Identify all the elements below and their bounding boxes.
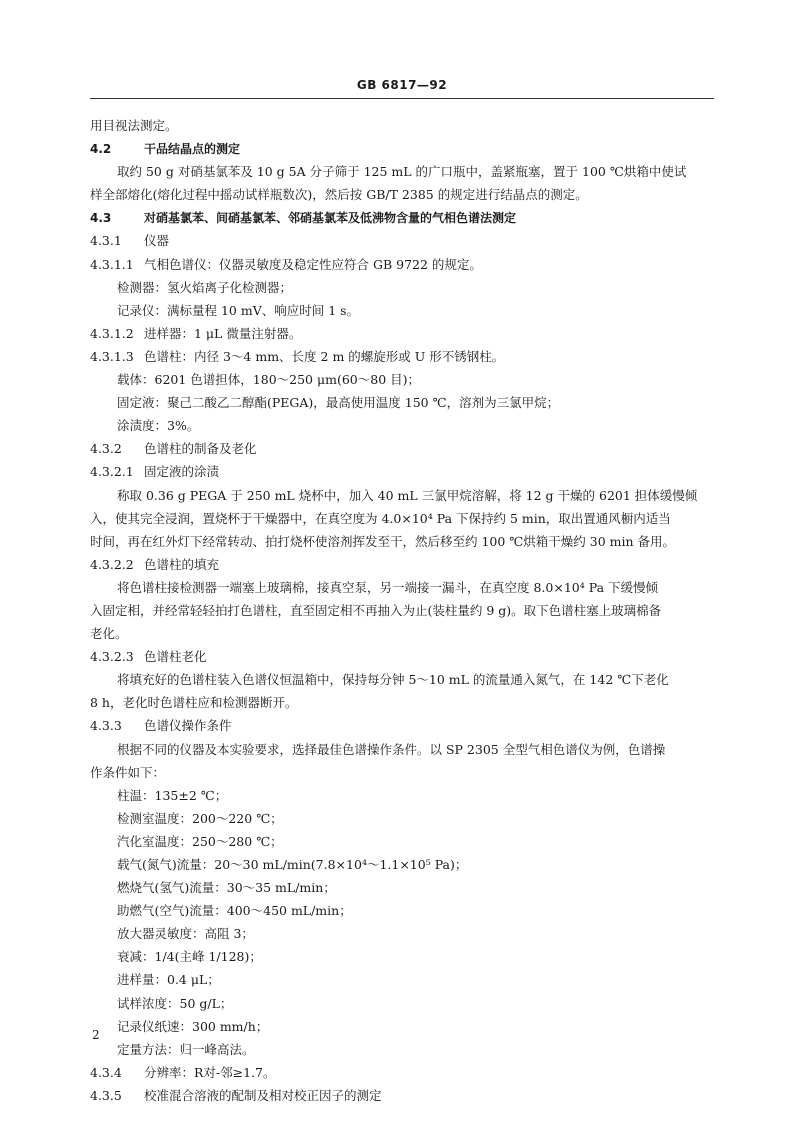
text-line [90, 414, 714, 437]
line-text: 根据不同的仪器及本实验要求，选择最佳色谱操作条件。以 SP 2305 全型气相色谱仪为例，色谱操 [117, 741, 666, 757]
line-text: 老化。 [90, 626, 128, 642]
section-heading [90, 553, 714, 576]
section-heading [90, 437, 714, 460]
section-title: 色谱柱：内径 3～4 mm、长度 2 m 的螺旋形或 U 形不锈钢柱。 [144, 348, 505, 364]
header-rule [90, 98, 714, 99]
line-text: 作条件如下： [90, 764, 166, 780]
text-line [90, 691, 714, 714]
section-heading [90, 460, 714, 483]
section-heading [90, 229, 714, 252]
section-title: 对硝基氯苯、间硝基氯苯、邻硝基氯苯及低沸物含量的气相色谱法测定 [144, 211, 517, 226]
line-text: 将填充好的色谱柱装入色谱仪恒温箱中，保持每分钟 5～10 mL 的流量通入氮气，在 142 ℃下老化 [117, 672, 669, 688]
text-line [90, 391, 714, 414]
line-text: 柱温：135±2 ℃； [117, 787, 228, 803]
text-line [90, 876, 714, 899]
line-text: 时间，再在红外灯下经常转动、拍打烧杯使溶剂挥发至干，然后移至约 100 ℃烘箱干燥约 30 min 备用。 [90, 533, 676, 549]
text-line [90, 899, 714, 922]
section-title: 色谱柱的制备及老化 [144, 441, 257, 457]
text-line [90, 599, 714, 622]
section-heading [90, 1061, 714, 1084]
line-text: 固定液：聚己二酸乙二醇酯(PEGA)，最高使用温度 150 ℃，溶剂为三氯甲烷； [117, 395, 560, 411]
section-number: 4.3.4 [90, 1064, 122, 1080]
section-number: 4.3.1.2 [90, 325, 134, 341]
text-line [90, 622, 714, 645]
section-title: 干品结晶点的测定 [144, 142, 241, 157]
text-line [90, 484, 714, 507]
section-title: 固定液的涂渍 [144, 464, 220, 480]
text-line [90, 299, 714, 322]
line-text: 检测室温度：200～220 ℃； [117, 810, 283, 826]
section-number: 4.3.5 [90, 1087, 122, 1103]
section-heading [90, 322, 714, 345]
line-text: 试样浓度：50 g/L； [117, 995, 233, 1011]
line-text: 入固定相，并经常轻轻拍打色谱柱，直至固定相不再抽入为止(装柱量约 9 g)。取下色谱柱塞上玻璃棉备 [90, 602, 662, 618]
section-heading [90, 645, 714, 668]
text-line [90, 114, 714, 137]
text-line [90, 530, 714, 553]
section-number: 4.3.1 [90, 233, 122, 249]
line-text: 记录仪：满标量程 10 mV、响应时间 1 s。 [117, 302, 360, 318]
section-number: 4.3.2.2 [90, 556, 134, 572]
section-heading [90, 206, 714, 229]
text-line [90, 968, 714, 991]
line-text: 样全部熔化(熔化过程中摇动试样瓶数次)，然后按 GB/T 2385 的规定进行结晶点的测定。 [90, 187, 588, 203]
document-body [90, 114, 714, 1107]
line-text: 助燃气(空气)流量：400～450 mL/min； [117, 903, 352, 919]
section-number: 4.3.3 [90, 718, 122, 734]
text-line [90, 1015, 714, 1038]
text-line [90, 507, 714, 530]
text-line [90, 160, 714, 183]
line-text: 载体：6201 色谱担体，180～250 μm(60～80 目)； [117, 372, 420, 388]
text-line [90, 922, 714, 945]
section-title: 色谱柱老化 [144, 649, 207, 665]
section-title: 色谱柱的填充 [144, 556, 220, 572]
line-text: 入，使其完全浸润，置烧杯于干燥器中，在真空度为 4.0×10⁴ Pa 下保持约 5 min，取出置通风橱内适当 [90, 510, 671, 526]
line-text: 用目视法测定。 [90, 118, 178, 133]
text-line [90, 807, 714, 830]
section-title: 色谱仪操作条件 [144, 718, 232, 734]
section-heading [90, 714, 714, 737]
line-text: 载气(氮气)流量：20～30 mL/min(7.8×10⁴～1.1×10⁵ Pa)； [117, 857, 468, 872]
text-line [90, 992, 714, 1015]
text-line [90, 576, 714, 599]
section-title: 仪器 [144, 233, 170, 249]
line-text: 将色谱柱接检测器一端塞上玻璃棉，接真空泵，另一端接一漏斗，在真空度 8.0×10⁴ Pa 下缓慢倾 [117, 579, 658, 595]
section-title: 分辨率：R对-邻≥1.7。 [144, 1064, 276, 1080]
page-number: 2 [92, 1028, 100, 1042]
page-header: GB 6817—92 [356, 78, 448, 92]
text-line [90, 738, 714, 761]
section-number: 4.3.1.3 [90, 348, 134, 364]
text-line [90, 784, 714, 807]
section-heading [90, 253, 714, 276]
line-text: 定量方法：归一峰高法。 [117, 1041, 255, 1057]
text-line [90, 368, 714, 391]
text-line [90, 276, 714, 299]
section-number: 4.3 [90, 211, 112, 226]
section-number: 4.2 [90, 142, 112, 157]
line-text: 检测器：氢火焰离子化检测器； [117, 279, 293, 295]
text-line [90, 668, 714, 691]
section-heading [90, 137, 714, 160]
line-text: 涂渍度：3%。 [117, 418, 200, 434]
line-text: 进样量：0.4 μL； [117, 972, 220, 988]
line-text: 记录仪纸速：300 mm/h； [117, 1018, 269, 1034]
text-line [90, 183, 714, 206]
section-number: 4.3.2 [90, 441, 122, 457]
section-title: 进样器：1 μL 微量注射器。 [144, 325, 302, 341]
text-line [90, 1038, 714, 1061]
section-title: 校准混合溶液的配制及相对校正因子的测定 [144, 1087, 382, 1103]
section-title: 气相色谱仪：仪器灵敏度及稳定性应符合 GB 9722 的规定。 [144, 256, 482, 272]
line-text: 8 h，老化时色谱柱应和检测器断开。 [90, 695, 298, 711]
text-line [90, 945, 714, 968]
line-text: 放大器灵敏度：高阻 3； [117, 926, 254, 942]
text-line [90, 830, 714, 853]
line-text: 取约 50 g 对硝基氯苯及 10 g 5A 分子筛于 125 mL 的广口瓶中，盖紧瓶塞，置于 100 ℃烘箱中使试 [117, 164, 687, 180]
section-number: 4.3.2.1 [90, 464, 134, 480]
line-text: 燃烧气(氢气)流量：30～35 mL/min； [117, 880, 336, 896]
section-number: 4.3.2.3 [90, 649, 134, 665]
line-text: 衰减：1/4(主峰 1/128)； [117, 949, 262, 965]
text-line [90, 761, 714, 784]
text-line [90, 853, 714, 876]
line-text: 汽化室温度：250～280 ℃； [117, 833, 283, 849]
section-heading [90, 1084, 714, 1107]
line-text: 称取 0.36 g PEGA 于 250 mL 烧杯中，加入 40 mL 三氯甲烷溶解，将 12 g 干燥的 6201 担体缓慢倾 [117, 487, 698, 503]
section-number: 4.3.1.1 [90, 256, 134, 272]
section-heading [90, 345, 714, 368]
